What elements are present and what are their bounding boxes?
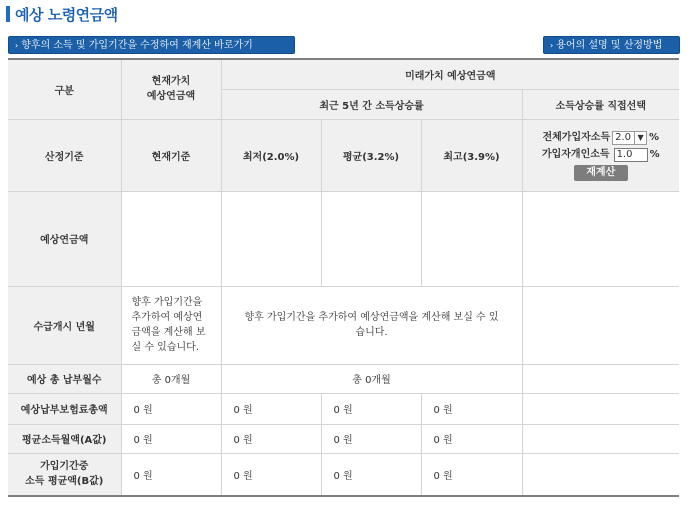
expected-manual	[522, 191, 679, 286]
start-age-manual	[522, 286, 679, 364]
arrow-right-icon: ›	[550, 41, 554, 50]
premium-present: 0 원	[121, 393, 221, 424]
total-income-value: 2.0	[615, 132, 632, 143]
personal-income-line	[523, 146, 680, 163]
avg-a-avg: 0 원	[321, 424, 421, 453]
avg-b-manual	[522, 453, 679, 496]
row-label-premium-total: 예상납부보험료총액	[8, 393, 121, 424]
row-label-avg-income-b: 가입기간중 소득 평균액(B값)	[8, 453, 121, 496]
expected-high	[421, 191, 522, 286]
recalc-button[interactable]: 재계산	[574, 165, 628, 181]
row-label-start-age: 수급개시 년월	[8, 286, 121, 364]
total-income-select[interactable]	[612, 131, 647, 145]
basis-avg: 평균(3.2%)	[321, 119, 421, 191]
page-title: 예상 노령연금액	[15, 5, 118, 24]
expected-avg	[321, 191, 421, 286]
premium-low: 0 원	[221, 393, 321, 424]
avg-b-low: 0 원	[221, 453, 321, 496]
expected-present	[121, 191, 221, 286]
total-income-label: 전체가입자소득	[542, 132, 611, 143]
page-title-wrap	[6, 4, 118, 24]
glossary-label: 용어의 설명 및 산정방법	[556, 40, 663, 51]
premium-avg: 0 원	[321, 393, 421, 424]
chevron-down-icon: ▼	[634, 132, 646, 144]
arrow-right-icon: ›	[15, 41, 19, 50]
title-marker	[6, 6, 10, 22]
recalc-button-wrap	[523, 163, 680, 181]
avg-a-low: 0 원	[221, 424, 321, 453]
header-manual-select: 소득상승률 직접선택	[522, 89, 679, 119]
basis-present: 현재기준	[121, 119, 221, 191]
row-label-expected-pension: 예상연금액	[8, 191, 121, 286]
personal-income-input[interactable]: 1.0	[614, 148, 648, 162]
row-label-total-months: 예상 총 납부월수	[8, 364, 121, 393]
header-present-value: 현재가치 예상연금액	[121, 59, 221, 119]
avg-b-present: 0 원	[121, 453, 221, 496]
basis-high: 최고(3.9%)	[421, 119, 522, 191]
recalc-shortcut-label: 향후의 소득 및 가입기간을 수정하여 재계산 바로가기	[21, 40, 253, 51]
row-label-basis: 산정기준	[8, 119, 121, 191]
personal-income-label: 가입자개인소득	[541, 149, 610, 160]
row-label-avg-income-a: 평균소득월액(A값)	[8, 424, 121, 453]
months-manual	[522, 364, 679, 393]
start-age-note-future: 향후 가입기간을 추가하여 예상연금액을 계산해 보실 수 있 습니다.	[221, 286, 522, 364]
expected-low	[221, 191, 321, 286]
header-division: 구분	[8, 59, 121, 119]
basis-low: 최저(2.0%)	[221, 119, 321, 191]
avg-b-high: 0 원	[421, 453, 522, 496]
avg-a-high: 0 원	[421, 424, 522, 453]
header-recent-5yr: 최근 5년 간 소득상승률	[221, 89, 522, 119]
premium-high: 0 원	[421, 393, 522, 424]
total-income-line	[523, 129, 680, 146]
months-future: 총 0개월	[221, 364, 522, 393]
header-future-value: 미래가치 예상연금액	[221, 59, 679, 89]
months-present: 총 0개월	[121, 364, 221, 393]
avg-b-avg: 0 원	[321, 453, 421, 496]
percent-sign: %	[649, 149, 660, 160]
glossary-button[interactable]	[543, 36, 680, 54]
manual-rate-panel	[522, 119, 679, 191]
avg-a-manual	[522, 424, 679, 453]
recalc-shortcut-button[interactable]	[8, 36, 295, 54]
pension-table	[8, 58, 679, 497]
percent-sign: %	[649, 132, 660, 143]
avg-a-present: 0 원	[121, 424, 221, 453]
start-age-note-present: 향후 가입기간을 추가하여 예상연 금액을 계산해 보 실 수 있습니다.	[121, 286, 221, 364]
premium-manual	[522, 393, 679, 424]
